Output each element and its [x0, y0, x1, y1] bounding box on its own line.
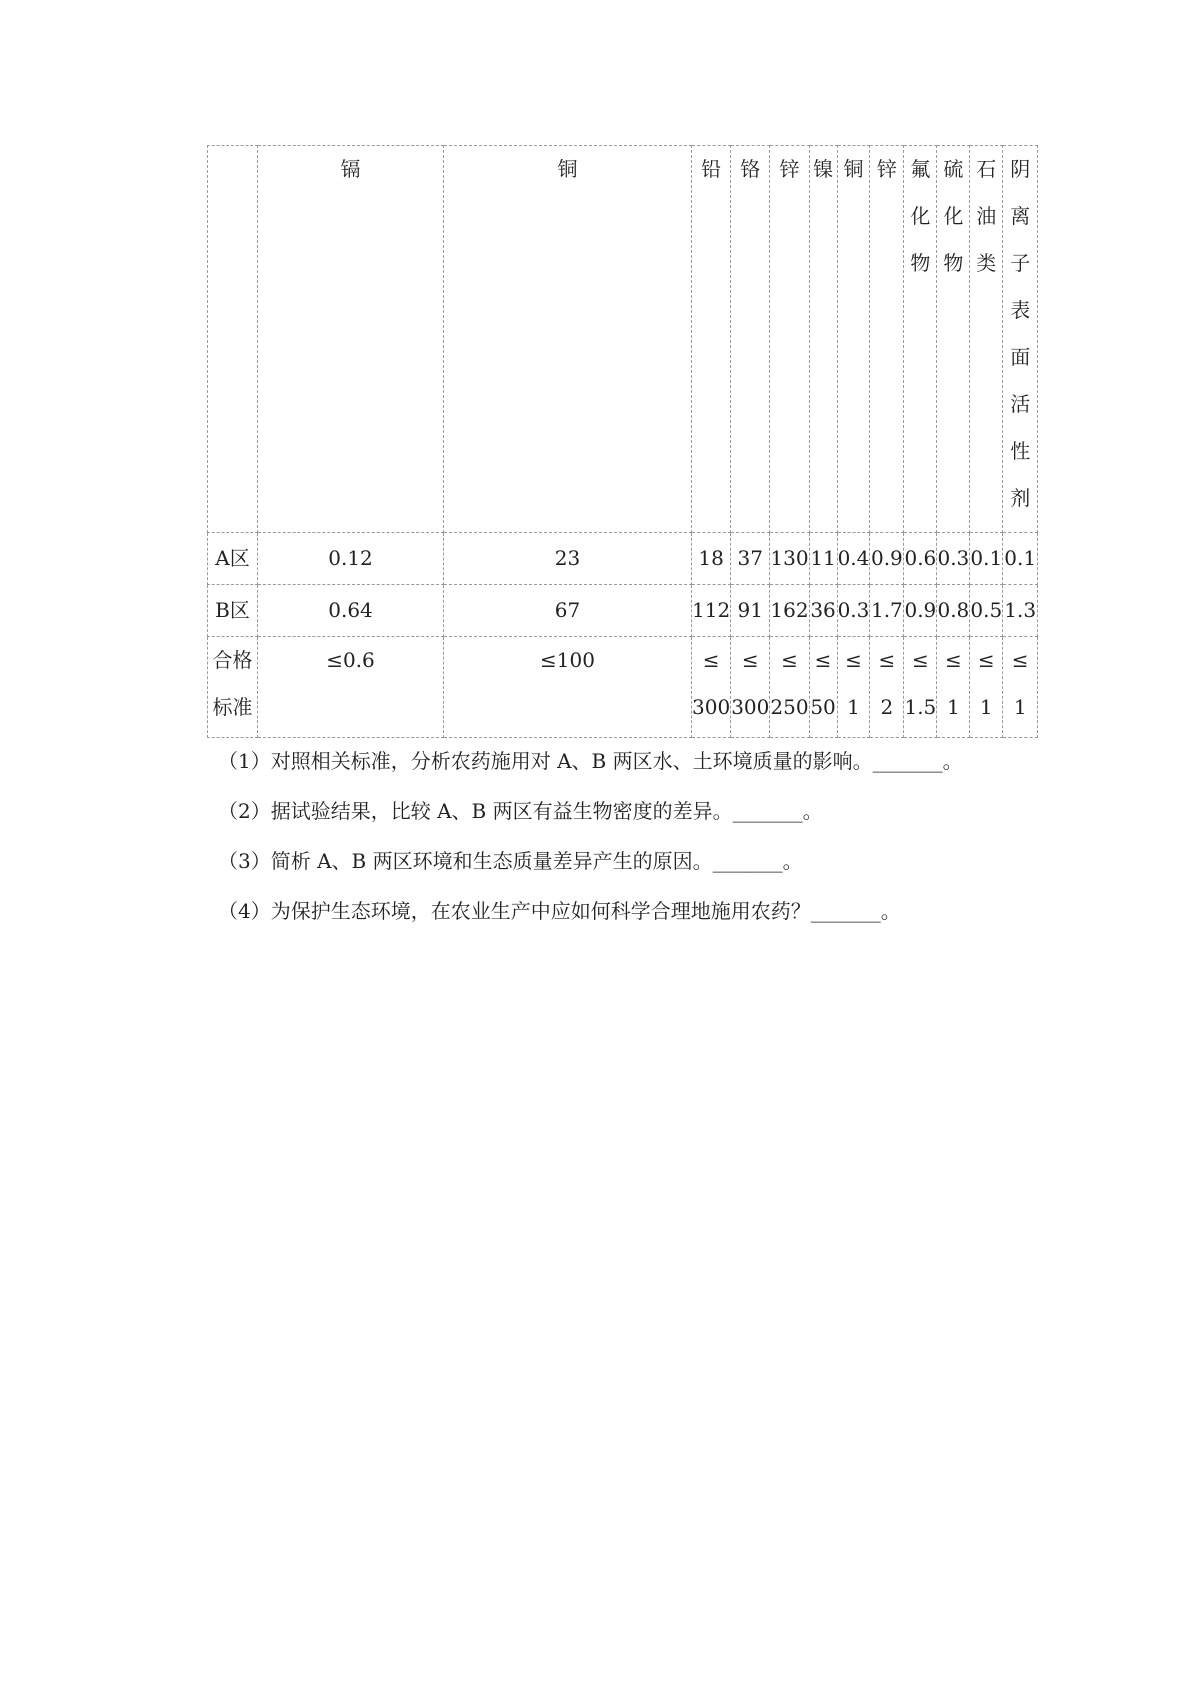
table-cell: 36 — [809, 585, 837, 637]
header-cell-zinc-water: 锌 — [870, 146, 904, 533]
header-cell-nickel: 镍 — [809, 146, 837, 533]
table-cell: 0.64 — [258, 585, 444, 637]
row-label: B区 — [208, 585, 258, 637]
question-4: （4）为保护生态环境，在农业生产中应如何科学合理地施用农药？_______。 — [218, 899, 901, 923]
header-cell-lead: 铅 — [692, 146, 731, 533]
question-list — [218, 748, 1118, 948]
table-cell: 162 — [770, 585, 809, 637]
table-cell: 0.5 — [970, 585, 1003, 637]
header-cell-surfactant: 阴离子表面活性剂 — [1003, 146, 1038, 533]
table-cell: ≤ 2 — [870, 637, 904, 738]
table-cell: 0.12 — [258, 533, 444, 585]
table-cell: 0.1 — [970, 533, 1003, 585]
table-row-a — [208, 533, 1038, 585]
table-cell: ≤ 1 — [1003, 637, 1038, 738]
row-label: A区 — [208, 533, 258, 585]
header-cell-copper-water: 铜 — [837, 146, 870, 533]
pollution-data-table — [207, 145, 1038, 738]
table-cell: ≤ 50 — [809, 637, 837, 738]
table-cell: 0.3 — [837, 585, 870, 637]
table-cell: ≤ 300 — [731, 637, 770, 738]
header-cell-petroleum: 石油类 — [970, 146, 1003, 533]
table-cell: ≤0.6 — [258, 637, 444, 738]
header-cell-fluoride: 氟化物 — [904, 146, 937, 533]
table-cell: 67 — [444, 585, 692, 637]
question-3: （3）简析 A、B 两区环境和生态质量差异产生的原因。_______。 — [218, 849, 803, 873]
header-corner-cell — [208, 146, 258, 533]
table-cell: 37 — [731, 533, 770, 585]
table-cell: 130 — [770, 533, 809, 585]
table-cell: 1.3 — [1003, 585, 1038, 637]
header-cell-chromium: 铬 — [731, 146, 770, 533]
table-cell: 23 — [444, 533, 692, 585]
table-cell: 0.9 — [904, 585, 937, 637]
table-cell: 0.8 — [937, 585, 970, 637]
header-row — [208, 146, 1038, 533]
question-2: （2）据试验结果，比较 A、B 两区有益生物密度的差异。_______。 — [218, 799, 823, 823]
table-cell: 91 — [731, 585, 770, 637]
table-cell: ≤ 1 — [970, 637, 1003, 738]
table-cell: 0.3 — [937, 533, 970, 585]
table-cell: ≤ 1.5 — [904, 637, 937, 738]
table-cell: 18 — [692, 533, 731, 585]
row-label: 合格标准 — [208, 637, 258, 738]
header-cell-sulfide: 硫化物 — [937, 146, 970, 533]
table-cell: 0.4 — [837, 533, 870, 585]
table-cell: ≤ 1 — [937, 637, 970, 738]
header-cell-copper: 铜 — [444, 146, 692, 533]
table-cell: ≤ 250 — [770, 637, 809, 738]
table-cell: 1.7 — [870, 585, 904, 637]
table-cell: ≤ 300 — [692, 637, 731, 738]
table-cell: 11 — [809, 533, 837, 585]
table-cell: ≤ 1 — [837, 637, 870, 738]
table-cell: 0.6 — [904, 533, 937, 585]
table-row-b — [208, 585, 1038, 637]
table-cell: 0.1 — [1003, 533, 1038, 585]
question-1: （1）对照相关标准，分析农药施用对 A、B 两区水、土环境质量的影响。_______。 — [218, 749, 963, 773]
table-cell: 0.9 — [870, 533, 904, 585]
table-cell: 112 — [692, 585, 731, 637]
header-cell-zinc: 锌 — [770, 146, 809, 533]
table-row-standard — [208, 637, 1038, 738]
header-cell-cadmium: 镉 — [258, 146, 444, 533]
table-cell: ≤100 — [444, 637, 692, 738]
